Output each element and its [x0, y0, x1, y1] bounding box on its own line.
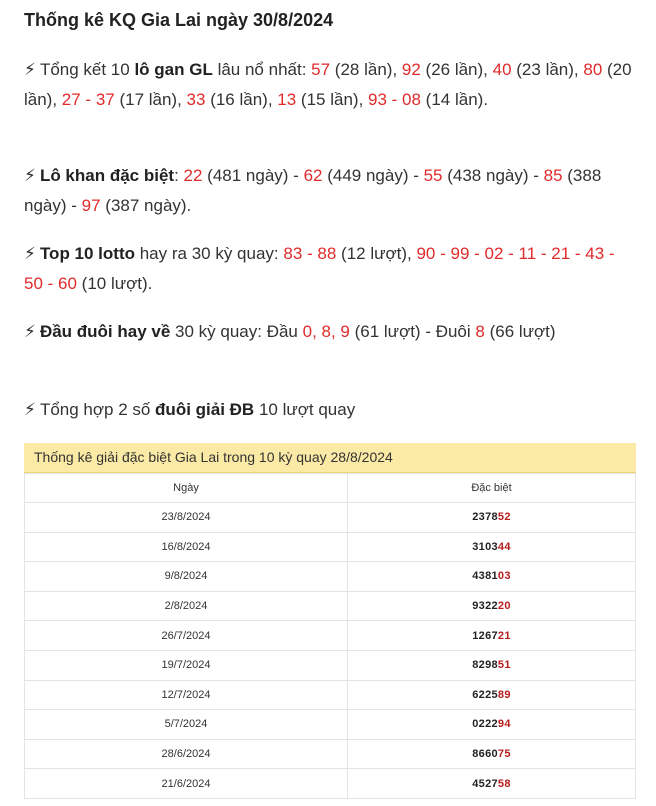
- prize-tail-digits: 89: [497, 688, 511, 701]
- count-note: (17 lần),: [114, 90, 187, 109]
- count-note: (14 lần).: [420, 90, 489, 109]
- table-row: [25, 710, 636, 740]
- draw-date: 5/7/2024: [25, 710, 348, 740]
- count-note: (28 lần),: [330, 60, 402, 79]
- highlight-number: 0, 8, 9: [302, 322, 350, 341]
- table-row: [25, 680, 636, 710]
- prize-tail-digits: 75: [497, 748, 511, 761]
- column-header-date: Ngày: [25, 474, 348, 503]
- prize-tail-digits: 44: [497, 540, 511, 553]
- highlight-number: 55: [423, 166, 443, 185]
- prize-tail-digits: 52: [497, 511, 511, 524]
- highlight-number: 13: [277, 90, 297, 109]
- highlight-number: 83 - 88: [283, 244, 337, 263]
- duoi-db-keyword: đuôi giải ĐB: [155, 400, 255, 419]
- table-row: [25, 621, 636, 651]
- highlight-number: 90 - 99 - 02 - 11 - 21 - 43 - 50 - 60: [24, 244, 615, 293]
- highlight-number: 92: [401, 60, 421, 79]
- top-lotto-summary: [24, 239, 636, 299]
- highlight-number: 80: [583, 60, 603, 79]
- prize-head-digits: 9322: [472, 600, 498, 613]
- special-prize-number: [348, 739, 636, 769]
- draw-date: 9/8/2024: [25, 562, 348, 592]
- draw-date: 28/6/2024: [25, 739, 348, 769]
- draw-date: 19/7/2024: [25, 650, 348, 680]
- draw-date: 26/7/2024: [25, 621, 348, 651]
- draw-date: 16/8/2024: [25, 532, 348, 562]
- lo-gan-intro: Tổng kết 10: [39, 60, 135, 79]
- table-caption: Thống kê giải đặc biệt Gia Lai trong 10 kỳ quay 28/8/2024: [24, 443, 636, 473]
- highlight-number: 27 - 37: [61, 90, 115, 109]
- prize-head-digits: 4527: [472, 777, 498, 790]
- top-lotto-label: hay ra 30 kỳ quay:: [135, 244, 284, 263]
- prize-tail-digits: 94: [497, 718, 511, 731]
- count-note: (61 lượt) - Đuôi: [349, 322, 476, 341]
- prize-head-digits: 2378: [472, 511, 498, 524]
- count-note: (10 lượt).: [76, 274, 153, 293]
- prize-tail-digits: 20: [497, 600, 511, 613]
- prize-head-digits: 0222: [472, 718, 498, 731]
- special-prize-number: [348, 710, 636, 740]
- special-prize-number: [348, 650, 636, 680]
- draw-date: 21/6/2024: [25, 769, 348, 799]
- count-note: (481 ngày) -: [202, 166, 304, 185]
- prize-head-digits: 6225: [472, 688, 498, 701]
- count-note: (449 ngày) -: [322, 166, 424, 185]
- table-row: [25, 739, 636, 769]
- page-title: Thống kê KQ Gia Lai ngày 30/8/2024: [24, 10, 334, 30]
- special-prize-number: [348, 680, 636, 710]
- duoi-db-heading: [24, 395, 636, 425]
- dau-duoi-keyword: Đầu đuôi hay về: [39, 322, 171, 341]
- dau-duoi-items: [303, 322, 556, 341]
- table-row: [25, 562, 636, 592]
- lightning-icon: ⚡: [24, 244, 36, 263]
- duoi-db-intro: Tổng hợp 2 số: [39, 400, 156, 419]
- highlight-number: 22: [183, 166, 203, 185]
- table-body: [25, 503, 636, 799]
- lightning-icon: ⚡: [24, 322, 36, 341]
- draw-date: 12/7/2024: [25, 680, 348, 710]
- special-prize-number: [348, 503, 636, 533]
- duoi-db-label: 10 lượt quay: [254, 400, 356, 419]
- count-note: (438 ngày) -: [442, 166, 544, 185]
- prize-head-digits: 1267: [472, 629, 498, 642]
- lo-gan-label: lâu nổ nhất:: [212, 60, 312, 79]
- lightning-icon: ⚡: [24, 400, 36, 419]
- prize-tail-digits: 21: [497, 629, 511, 642]
- table-header-row: [25, 474, 636, 503]
- highlight-number: 57: [311, 60, 331, 79]
- special-prize-number: [348, 769, 636, 799]
- count-note: (16 lần),: [205, 90, 278, 109]
- special-prize-number: [348, 532, 636, 562]
- table-row: [25, 532, 636, 562]
- table-row: [25, 650, 636, 680]
- table-row: [25, 503, 636, 533]
- highlight-number: 8: [475, 322, 485, 341]
- count-note: (26 lần),: [420, 60, 493, 79]
- draw-date: 23/8/2024: [25, 503, 348, 533]
- lo-khan-keyword: Lô khan đặc biệt: [39, 166, 175, 185]
- special-prize-number: [348, 621, 636, 651]
- prize-head-digits: 4381: [472, 570, 498, 583]
- dau-duoi-summary: [24, 317, 636, 347]
- top-lotto-keyword: Top 10 lotto: [39, 244, 135, 263]
- special-prize-table: [24, 473, 636, 799]
- count-note: (388 ngày) -: [24, 166, 602, 215]
- count-note: (12 lượt),: [336, 244, 417, 263]
- count-note: (387 ngày).: [100, 196, 192, 215]
- special-prize-table-container: [24, 443, 636, 799]
- highlight-number: 97: [81, 196, 101, 215]
- highlight-number: 62: [303, 166, 323, 185]
- prize-tail-digits: 58: [497, 777, 511, 790]
- lightning-icon: ⚡: [24, 166, 36, 185]
- special-prize-number: [348, 591, 636, 621]
- prize-head-digits: 8660: [472, 748, 498, 761]
- table-row: [25, 769, 636, 799]
- lo-gan-keyword: lô gan GL: [134, 60, 213, 79]
- count-note: (15 lần),: [296, 90, 369, 109]
- lightning-icon: ⚡: [24, 60, 36, 79]
- column-header-special: Đặc biệt: [348, 474, 636, 503]
- table-row: [25, 591, 636, 621]
- prize-tail-digits: 03: [497, 570, 511, 583]
- prize-head-digits: 8298: [472, 659, 498, 672]
- draw-date: 2/8/2024: [25, 591, 348, 621]
- prize-head-digits: 3103: [472, 540, 498, 553]
- lo-khan-summary: [24, 161, 636, 221]
- highlight-number: 40: [492, 60, 512, 79]
- special-prize-number: [348, 562, 636, 592]
- dau-duoi-label: 30 kỳ quay: Đầu: [170, 322, 303, 341]
- count-note: (23 lần),: [511, 60, 584, 79]
- highlight-number: 85: [543, 166, 563, 185]
- lo-gan-summary: [24, 55, 636, 115]
- prize-tail-digits: 51: [497, 659, 511, 672]
- count-note: (20 lần),: [24, 60, 632, 109]
- highlight-number: 93 - 08: [368, 90, 421, 109]
- highlight-number: 33: [186, 90, 206, 109]
- lo-khan-label: :: [174, 166, 184, 185]
- count-note: (66 lượt): [484, 322, 556, 341]
